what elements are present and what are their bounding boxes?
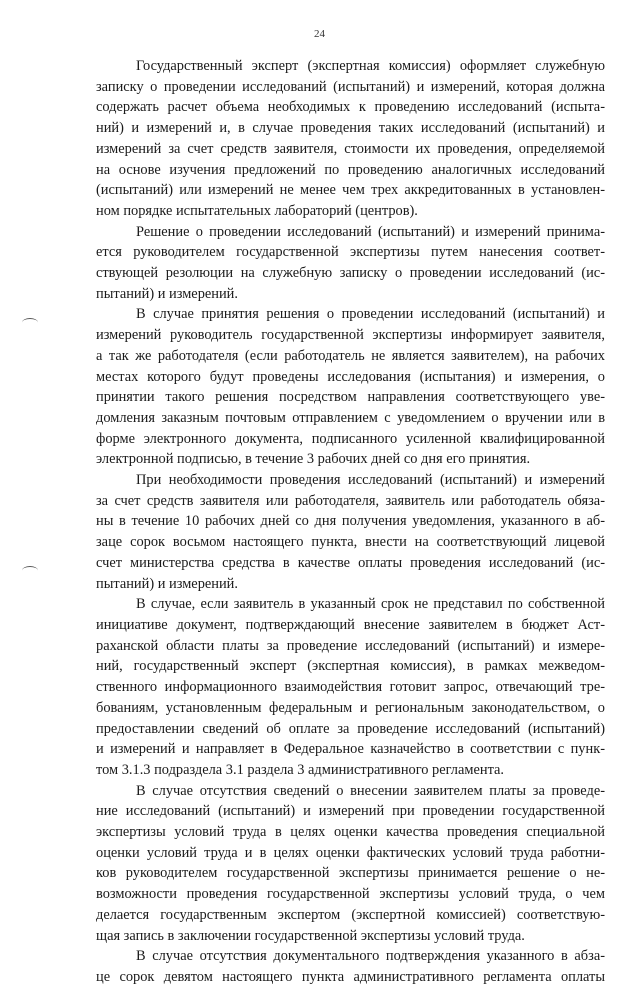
text-line: ние исследований (испытаний) и измерений при проведении государственной	[96, 803, 605, 820]
text-line: экспертизы условий труда в целях оценки качества проведения специальной	[96, 824, 605, 841]
text-line: Государственный эксперт (экспертная комиссия) оформляет служебную	[136, 58, 605, 74]
text-line: В случае отсутствия сведений о внесении заявителем платы за проведе-	[136, 782, 605, 799]
paragraph	[96, 470, 605, 594]
text-line: ется руководителем государственной экспертизы путем нанесения соответ-	[96, 244, 605, 261]
text-line: оценки условий труда и в целях оценки фактических условий труда работни-	[96, 844, 605, 861]
text-line: измерений руководитель государственной экспертизы информирует заявителя,	[96, 327, 605, 344]
text-line: бованиям, установленным федеральным и региональным законодательством, о	[96, 699, 605, 716]
text-line: ков руководителем государственной экспертизы принимается решение о не-	[96, 865, 605, 882]
paragraph	[96, 56, 605, 222]
text-line: счет министерства средства в качестве оплаты проведения исследований (ис-	[96, 554, 605, 571]
text-line: В случае, если заявитель в указанный срок не представил по собственной	[136, 596, 605, 613]
text-line: пытаний) и измерений.	[96, 575, 238, 592]
text-line: форме электронного документа, подписанного усиленной квалифицированной	[96, 430, 605, 447]
text-line: ном порядке испытательных лабораторий (центров).	[96, 202, 418, 219]
text-line: записку о проведении исследований (испытаний) и измерений, которая должна	[96, 78, 605, 95]
paragraph	[96, 946, 605, 987]
text-line: ственного информационного взаимодействия готовит запрос, отвечающий тре-	[96, 679, 605, 696]
text-line: ний) и измерений и, в случае проведения таких исследований (испытаний) и	[96, 120, 605, 137]
text-line: а так же работодателя (если работодатель не является заявителем), на рабочих	[96, 347, 605, 364]
paragraph	[96, 304, 605, 470]
text-line: местах которого будут проведены исследования (испытания) и измерения, о	[96, 368, 605, 385]
text-line: делается государственным экспертом (экспертной комиссией) соответствую-	[96, 906, 605, 923]
text-line: электронной подписью, в течение 3 рабочих дней со дня его принятия.	[96, 451, 531, 468]
text-line: При необходимости проведения исследований (испытаний) и измерений	[136, 472, 605, 489]
text-line: на основе изучения предложений по проведению аналогичных исследований	[96, 161, 605, 178]
text-line: це сорок девятом настоящего пункта административного регламента оплаты	[96, 968, 605, 985]
paragraph	[96, 781, 605, 947]
document-body	[96, 56, 605, 988]
text-line: домления заказным почтовым отправлением с уведомлением о вручении или в	[96, 409, 605, 426]
text-line: (испытаний) или измерений не менее чем трех аккредитованных в установлен-	[96, 182, 605, 199]
text-line: ний, государственный эксперт (экспертная комиссия), в рамках межведом-	[96, 658, 605, 675]
text-line: щая запись в заключении государственной экспертизы условий труда.	[96, 927, 525, 944]
text-line: инициативе документ, подтверждающий внесение заявителем в бюджет Аст-	[96, 616, 605, 633]
text-line: пытаний) и измерений.	[96, 285, 238, 302]
text-line: принятии такого решения посредством направления соответствующего уве-	[96, 389, 605, 406]
paragraph	[96, 594, 605, 780]
text-line: и измерений и направляет в Федеральное казначейство в соответствии с пунк-	[96, 741, 605, 758]
scan-mark-lower	[22, 566, 38, 575]
text-line: В случае отсутствия документального подтверждения указанного в абза-	[136, 948, 605, 965]
text-line: измерений за счет средств заявителя, стоимости их проведения, определяемой	[96, 140, 605, 157]
text-line: раханской области платы за проведение исследований (испытаний) и измере-	[96, 637, 605, 654]
text-line: ны в течение 10 рабочих дней со дня получения уведомления, указанного в аб-	[96, 513, 605, 530]
text-line: предоставлении сведений об оплате за проведение исследований (испытаний)	[96, 720, 605, 737]
page-number: 24	[314, 28, 325, 40]
text-line: содержать расчет объема необходимых к проведению исследований (испыта-	[96, 99, 605, 116]
scan-mark-upper	[22, 318, 38, 327]
text-line: заце сорок восьмом настоящего пункта, внести на соответствующий лицевой	[96, 534, 605, 551]
text-line: том 3.1.3 подраздела 3.1 раздела 3 административного регламента.	[96, 761, 505, 778]
text-line: ствующей резолюции на служебную записку о проведении исследований (ис-	[96, 265, 605, 282]
text-line: возможности проведения государственной экспертизы условий труда, о чем	[96, 886, 605, 903]
paragraph	[96, 222, 605, 305]
text-line: за счет средств заявителя или работодателя, заявитель или работодатель обяза-	[96, 492, 605, 509]
text-line: В случае принятия решения о проведении исследований (испытаний) и	[136, 306, 605, 323]
text-line: Решение о проведении исследований (испытаний) и измерений принима-	[136, 223, 605, 240]
